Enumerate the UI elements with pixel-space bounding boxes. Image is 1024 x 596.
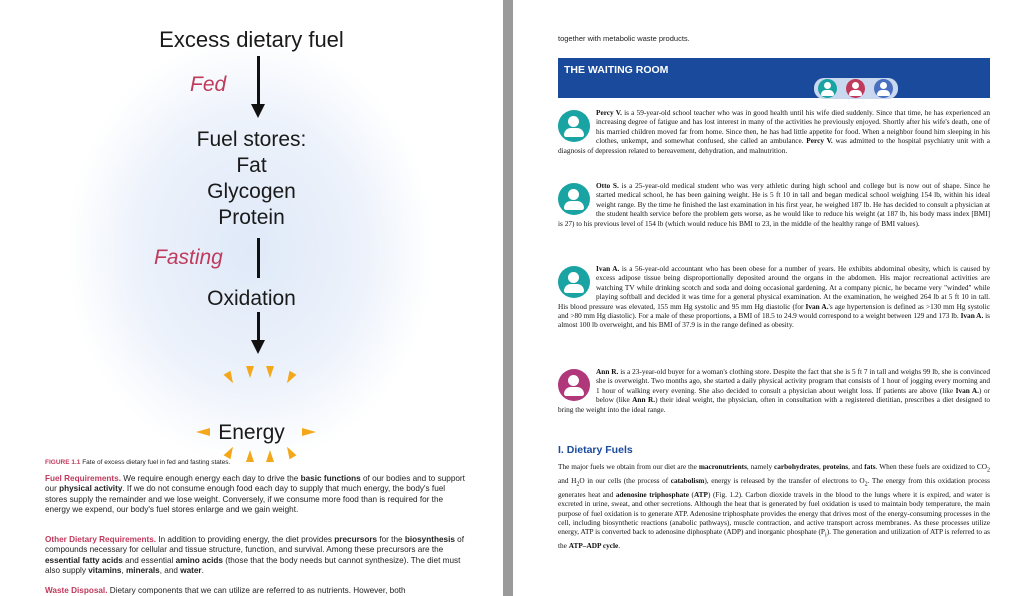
figure-label-fasting: Fasting bbox=[154, 246, 223, 269]
energy-ray bbox=[246, 450, 254, 462]
paragraph-waste-disposal: Waste Disposal. Dietary components that we can utilize are referred to as nutrients. However, both bbox=[45, 586, 406, 595]
banner-title: THE WAITING ROOM bbox=[564, 64, 669, 76]
patient-icon bbox=[874, 79, 893, 98]
figure-caption-label: FIGURE 1.1 bbox=[45, 459, 81, 466]
right-page bbox=[513, 0, 1024, 596]
arrow-fasting-line bbox=[257, 238, 260, 278]
energy-ray bbox=[246, 366, 254, 378]
energy-ray bbox=[266, 450, 274, 462]
figure-label-fed: Fed bbox=[190, 73, 227, 96]
case-otto: Otto S. is a 25-year-old medical student who was very athletic during high school and college but is now out of shape. Since he started medical school, he has been gaining weight. He is 5 ft 10 in tall and began medical school weighing 154 lb, within his ideal weight range. By the time he finished the last examination in his first year, he weighed 187 lb. He has decided to consult a physician at the student health service before the problem gets worse, as he would like to reduce his weight (at 187 lb, his body mass index [BMI] is 27) to his previous level of 154 lb (which would reduce his BMI to 23, in the middle of the healthy range of BMI values). bbox=[558, 181, 990, 228]
paragraph-dietary-fuels: The major fuels we obtain from our diet are the macronutrients, namely carbohydrates, proteins, and fats. When these fuels are oxidized to $CO_2$ and $H_2O$ in our cells (the process of catabolism), energy is released by the transfer of electrons to $O_2$. The energy from this oxidation process generates heat and adenosine triphosphate (ATP) (Fig. 1.2). Carbon dioxide travels in the blood to the lungs where it is expired, and water is excreted in urine, sweat, and other secretions. Although the heat that is generated by fuel oxidation is used to maintain body temperature, the main purpose of fuel oxidation is to generate ATP. Adenosine triphosphate provides the energy that drives most of the energy-consuming processes in the cell, including biosynthetic reactions (anabolic pathways), muscle contraction, and active transport across membranes. As these processes utilize energy, ATP is converted back to adenosine diphosphate (ADP) and inorganic phosphate $(P_i)$. The generation and utilization of ATP is referred to as the ATP–ADP cycle. bbox=[558, 462, 991, 551]
left-page bbox=[0, 0, 503, 596]
patient-icons-group bbox=[814, 78, 898, 99]
patient-avatar-icon bbox=[558, 369, 590, 401]
energy-ray bbox=[266, 366, 274, 378]
figure-label-glycogen: Glycogen bbox=[207, 180, 296, 203]
patient-avatar-icon bbox=[558, 110, 590, 142]
arrow-oxidation-head bbox=[251, 340, 265, 354]
figure-label-excess-fuel: Excess dietary fuel bbox=[159, 27, 344, 52]
patient-avatar-icon bbox=[558, 183, 590, 215]
patient-icon bbox=[818, 79, 837, 98]
figure-label-fuel-stores: Fuel stores: bbox=[196, 128, 307, 151]
waiting-room-banner bbox=[558, 58, 990, 98]
section-title: I. Dietary Fuels bbox=[558, 444, 633, 456]
figure-label-protein: Protein bbox=[218, 206, 285, 229]
case-ivan: Ivan A. is a 56-year-old accountant who has been obese for a number of years. He exhibits abdominal obesity, which is caused by excess adipose tissue being disproportionally deposited around the organs in the abdomen. His major recreational activities are watching TV while drinking scotch and soda and doing occasional gardening. At a company picnic, he became very "winded" while playing softball and decided it was time for a general physical examination. At the examination, he weighed 264 lb at 5 ft 10 in tall. His blood pressure was elevated, 155 mm Hg systolic and 95 mm Hg diastolic (for Ivan A.'s age hypertension is defined as >130 mm Hg systolic and >80 mm Hg diastolic). For a male of these proportions, a BMI of 18.5 to 24.9 would correspond to a weight between 129 and 173 lb. Ivan A. is almost 100 lb overweight, and his BMI of 37.9 is in the range defined as obesity. bbox=[558, 264, 990, 330]
arrow-fed-shaft bbox=[257, 56, 260, 106]
figure-caption bbox=[45, 459, 230, 466]
paragraph-fuel-requirements: Fuel Requirements. We require enough energy each day to drive the basic functions of our bodies and to support our physical activity. If we do not consume enough food each day to supply that much energy, the body's fuel stores supply the remainder and we lose weight. Conversely, if we consume more food than is required for the energy we expend, our body's fuel stores enlarge and we gain weight. bbox=[45, 474, 465, 514]
figure-label-oxidation: Oxidation bbox=[207, 287, 296, 310]
paragraph-other-dietary-requirements: Other Dietary Requirements. In addition to providing energy, the diet provides precursors for the biosynthesis of compounds necessary for cellular and tissue structure, function, and survival. Among these precursors are the essential fatty acids and essential amino acids (those that the body needs but cannot synthesize). The diet must also supply vitamins, minerals, and water. bbox=[45, 535, 465, 575]
figure-caption-text: Fate of excess dietary fuel in fed and fasting states. bbox=[80, 459, 231, 466]
case-percy: Percy V. is a 59-year-old school teacher who was in good health until his wife died suddenly. Since that time, he has experienced an increasing degree of fatigue and has lost interest in many of the activities he previously enjoyed. Shortly after his wife's death, one of his married children moved far from home. Since then, he has had little appetite for food. When a neighbor found him sleeping in his clothes, unkempt, and somewhat confused, she called an ambulance. Percy V. was admitted to the hospital psychiatry unit with a diagnosis of depression related to bereavement, dehydration, and malnutrition. bbox=[558, 108, 990, 155]
arrow-oxidation-shaft bbox=[257, 312, 260, 342]
figure-label-energy: Energy bbox=[218, 421, 285, 444]
patient-icon bbox=[846, 79, 865, 98]
case-ann: Ann R. is a 23-year-old buyer for a woman's clothing store. Despite the fact that she is 5 ft 7 in tall and weighs 99 lb, she is convinced she is overweight. Two months ago, she started a daily physical activity program that consists of 1 hour of jogging every morning and 1 hour of walking every evening. She also decided to consult a physician about weight loss. If patients are above (like Ivan A.) or below (like Ann R.) their ideal weight, the physician, often in consultation with a registered dietitian, prescribes a diet designed to bring the weight into the ideal range. bbox=[558, 367, 990, 414]
figure-background-glow bbox=[70, 40, 430, 460]
figure-label-fat: Fat bbox=[236, 154, 267, 177]
patient-avatar-icon bbox=[558, 266, 590, 298]
continued-text: together with metabolic waste products. bbox=[558, 34, 690, 43]
arrow-fed-head bbox=[251, 104, 265, 118]
